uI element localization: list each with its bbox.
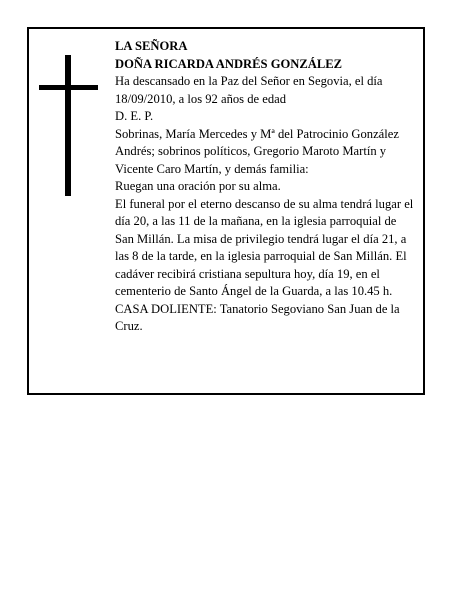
deceased-name: DOÑA RICARDA ANDRÉS GONZÁLEZ <box>115 56 343 71</box>
cross-horizontal-bar <box>39 85 98 90</box>
obituary-title: LA SEÑORA <box>115 39 188 53</box>
family-list: Sobrinas, María Mercedes y Mª del Patrocinio González Andrés; sobrinos políticos, Gregorio Maroto Martín y Vicente Caro Martín, y demás familia: <box>115 126 399 176</box>
death-notice: Ha descansado en la Paz del Señor en Segovia, el día 18/09/2010, a los 92 años de edad <box>115 74 383 106</box>
obituary-text <box>115 38 415 336</box>
rip-line: D. E. P. <box>115 109 154 123</box>
funeral-home: CASA DOLIENTE: Tanatorio Segoviano San Juan de la Cruz. <box>115 301 400 333</box>
cross-vertical-bar <box>65 55 71 196</box>
ceremony-details: El funeral por el eterno descanso de su alma tendrá lugar el día 20, a las 11 de la mañana, en la iglesia parroquial de San Millán. La misa de privilegio tendrá lugar el día 21, a las 8 de la tarde, en la iglesia parroquial de San Millán. El cadáver recibirá cristiana sepultura hoy, día 19, en el cementerio de Santo Ángel de la Guarda, a las 10.45 h. <box>115 196 414 298</box>
prayer-request: Ruegan una oración por su alma. <box>115 179 281 193</box>
